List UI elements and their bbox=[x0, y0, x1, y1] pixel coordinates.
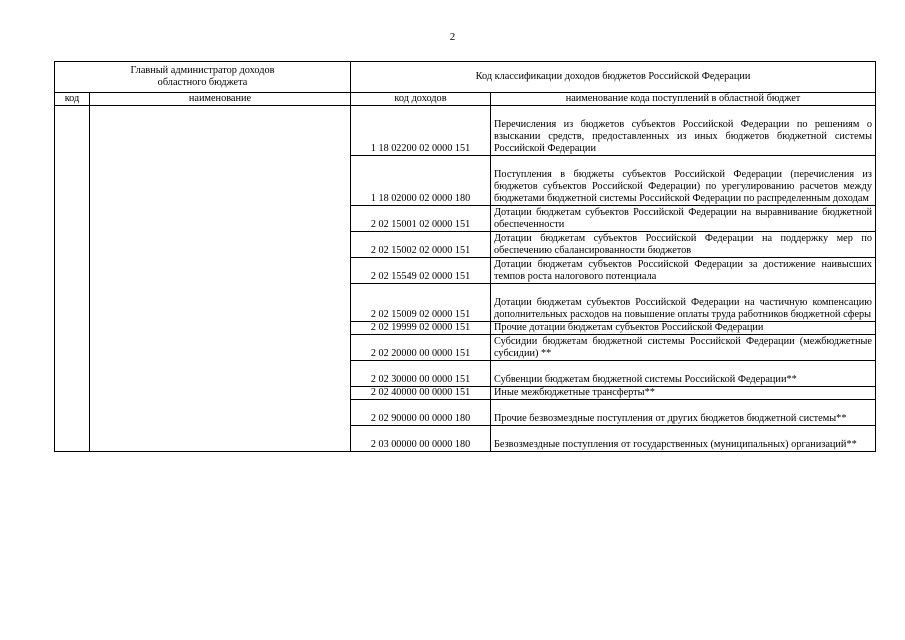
income-code-cell: 2 02 20000 00 0000 151 bbox=[351, 335, 491, 361]
income-name-cell: Безвозмездные поступления от государственных (муниципальных) организаций** bbox=[491, 426, 876, 452]
income-name-cell: Прочие безвозмездные поступления от других бюджетов бюджетной системы** bbox=[491, 400, 876, 426]
income-name-cell: Дотации бюджетам субъектов Российской Федерации на поддержку мер по обеспечению сбалансированности бюджетов bbox=[491, 232, 876, 258]
income-name-cell: Субвенции бюджетам бюджетной системы Российской Федерации** bbox=[491, 361, 876, 387]
table-row bbox=[55, 106, 876, 156]
table-header-row bbox=[55, 62, 876, 93]
admin-group-label: Главный администратор доходов областного бюджета bbox=[130, 64, 275, 88]
col-header-income-name: наименование кода поступлений в областной бюджет bbox=[491, 93, 876, 106]
col-header-name: наименование bbox=[90, 93, 351, 106]
income-code-cell: 2 02 30000 00 0000 151 bbox=[351, 361, 491, 387]
income-name-cell: Иные межбюджетные трансферты** bbox=[491, 387, 876, 400]
income-name-cell: Дотации бюджетам субъектов Российской Федерации за достижение наивысших темпов роста налогового потенциала bbox=[491, 258, 876, 284]
admin-group-header bbox=[55, 62, 351, 93]
income-classification-table bbox=[54, 61, 876, 452]
income-code-cell: 2 02 15001 02 0000 151 bbox=[351, 206, 491, 232]
income-name-cell: Дотации бюджетам субъектов Российской Федерации на частичную компенсацию дополнительных расходов на повышение оплаты труда работников бюджетной сферы bbox=[491, 284, 876, 322]
income-name-cell: Субсидии бюджетам бюджетной системы Российской Федерации (межбюджетные субсидии) ** bbox=[491, 335, 876, 361]
income-code-cell: 1 18 02200 02 0000 151 bbox=[351, 106, 491, 156]
table-subheader-row bbox=[55, 93, 876, 106]
income-name-cell: Прочие дотации бюджетам субъектов Российской Федерации bbox=[491, 322, 876, 335]
income-code-cell: 2 02 15549 02 0000 151 bbox=[351, 258, 491, 284]
classification-group-header: Код классификации доходов бюджетов Российской Федерации bbox=[351, 62, 876, 93]
income-code-cell: 2 03 00000 00 0000 180 bbox=[351, 426, 491, 452]
admin-code-cell bbox=[55, 106, 90, 452]
income-code-cell: 2 02 15009 02 0000 151 bbox=[351, 284, 491, 322]
col-header-code: код bbox=[55, 93, 90, 106]
income-code-cell: 2 02 15002 02 0000 151 bbox=[351, 232, 491, 258]
income-name-cell: Перечисления из бюджетов субъектов Российской Федерации по решениям о взыскании средств, предоставленных из иных бюджетов бюджетной системы Российской Федерации bbox=[491, 106, 876, 156]
income-code-cell: 2 02 40000 00 0000 151 bbox=[351, 387, 491, 400]
income-code-cell: 2 02 19999 02 0000 151 bbox=[351, 322, 491, 335]
income-name-cell: Поступления в бюджеты субъектов Российской Федерации (перечисления из бюджетов субъектов Российской Федерации) по урегулированию расчетов между бюджетами бюджетной системы Российской Федерации по распределенным доходам bbox=[491, 156, 876, 206]
admin-name-cell bbox=[90, 106, 351, 452]
page-number: 2 bbox=[449, 31, 456, 43]
income-code-cell: 2 02 90000 00 0000 180 bbox=[351, 400, 491, 426]
income-name-cell: Дотации бюджетам субъектов Российской Федерации на выравнивание бюджетной обеспеченности bbox=[491, 206, 876, 232]
income-code-cell: 1 18 02000 02 0000 180 bbox=[351, 156, 491, 206]
col-header-income-code: код доходов bbox=[351, 93, 491, 106]
